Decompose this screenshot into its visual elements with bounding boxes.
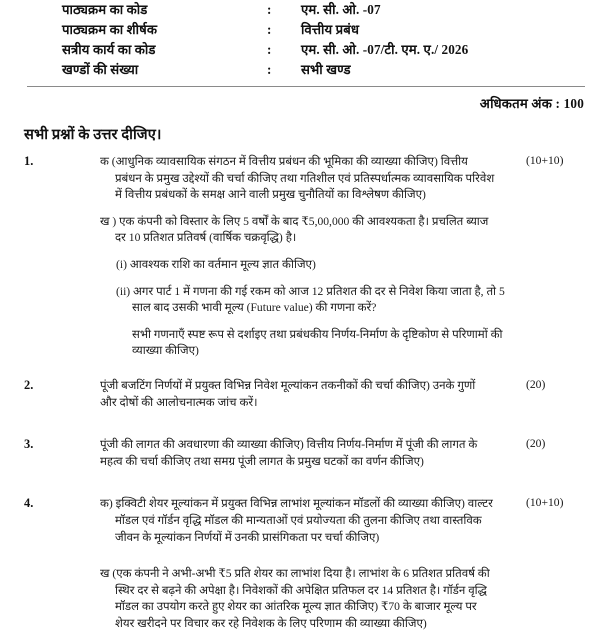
question-block [0, 437, 600, 470]
course-meta-table [0, 0, 600, 80]
course-meta-body [0, 0, 600, 80]
max-marks-label: अधिकतम अंक : 100 [479, 96, 584, 111]
question-part-a: क (आधुनिक व्यावसायिक संगठन में वित्तीय प्रबंधन की भूमिका की व्याख्या कीजिए) वित्तीय प्रबंधन के प्रमुख उद्देश्यों की चर्चा कीजिए तथा गतिशील एवं प्रतिस्पर्धात्मक व्यावसायिक परिवेश में वित्तीय प्रबंधकों के समक्ष आने वाली प्रमुख चुनौतियों का विश्लेषण कीजिए) [100, 155, 495, 202]
answer-all-instruction: सभी प्रश्नों के उत्तर दीजिए। [24, 127, 162, 143]
meta-colon-course-title: : [267, 22, 272, 37]
meta-row-block-count [0, 60, 600, 80]
question-number: 3. [24, 437, 34, 452]
question-body [100, 496, 586, 632]
meta-value-assignment-code: एम. सी. ओ. -07/टी. एम. ए./ 2026 [301, 42, 469, 57]
meta-label-course-code: पाठ्यक्रम का कोड [62, 2, 148, 17]
meta-value-course-title: वित्तीय प्रबंध [301, 22, 360, 37]
question-block [0, 154, 600, 360]
question-body [100, 437, 586, 470]
meta-row-course-code [0, 0, 600, 20]
meta-label-block-count: खण्डों की संख्या [62, 62, 139, 77]
question-body [100, 378, 586, 411]
meta-colon-course-code: : [267, 2, 272, 17]
question-part-b: ख ) एक कंपनी को विस्तार के लिए 5 वर्षों के बाद ₹5,00,000 की आवश्यकता है। प्रचलित ब्याज दर 10 प्रतिशत प्रतिवर्ष (वार्षिक चक्रवृद्धि) है। [100, 214, 489, 245]
question-number: 2. [24, 377, 34, 392]
meta-colon-assignment-code: : [267, 42, 272, 57]
question-part-closing-note: सभी गणनाएँ स्पष्ट रूप से दर्शाइए तथा प्रबंधकीय निर्णय-निर्माण के दृष्टिकोण से परिणामों की व्याख्या कीजिए) [132, 327, 503, 358]
question-part-b: ख (एक कंपनी ने अभी-अभी ₹5 प्रति शेयर का लाभांश दिया है। लाभांश के 6 प्रतिशत प्रतिवर्ष की स्थिर दर से बढ़ने की अपेक्षा है। निवेशकों की अपेक्षित प्रतिफल दर 14 प्रतिशत है। गॉर्डन वृद्धि मॉडल का उपयोग करते हुए शेयर का आंतरिक मूल्य ज्ञात कीजिए) ₹70 के बाजार मूल्य पर शेयर खरीदने पर विचार कर रहे निवेशक के लिए परिणाम की व्याख्या कीजिए) [100, 567, 490, 630]
meta-row-course-title [0, 20, 600, 40]
meta-label-course-title: पाठ्यक्रम का शीर्षक [62, 22, 158, 37]
question-subitem-ii: (ii) अगर पार्ट 1 में गणना की गई रकम को आज 12 प्रतिशत की दर से निवेश किया जाता है, तो 5 साल बाद उसकी भावी मूल्य (Future value) की गणना करें? [116, 284, 505, 315]
question-block [0, 378, 600, 411]
question-text: पूंजी की लागत की अवधारणा की व्याख्या कीजिए) वित्तीय निर्णय-निर्माण में पूंजी की लागत के महत्व की चर्चा कीजिए तथा समग्र पूंजी लागत के प्रमुख घटकों का वर्णन कीजिए) [100, 438, 478, 468]
question-block [0, 496, 600, 632]
question-number: 1. [24, 154, 34, 168]
question-text: पूंजी बजटिंग निर्णयों में प्रयुक्त विभिन्न निवेश मूल्यांकन तकनीकों की चर्चा कीजिए) उनके गुणों और दोषों की आलोचनात्मक जांच करें। [100, 378, 476, 409]
meta-row-assignment-code [0, 40, 600, 60]
question-number: 4. [24, 496, 34, 511]
meta-colon-block-count: : [267, 62, 272, 77]
question-marks: (10+10) [526, 496, 564, 510]
header-divider [27, 86, 585, 87]
question-body [100, 154, 586, 360]
meta-value-course-code: एम. सी. ओ. -07 [301, 2, 381, 17]
question-subitem-i: (i) आवश्यक राशि का वर्तमान मूल्य ज्ञात कीजिए) [116, 257, 316, 271]
question-part-a: क) इक्विटी शेयर मूल्यांकन में प्रयुक्त विभिन्न लाभांश मूल्यांकन मॉडलों की व्याख्या कीजिए) वाल्टर मॉडल एवं गॉर्डन वृद्धि मॉडल की मान्यताओं एवं प्रयोज्यता की तुलना कीजिए तथा वास्तविक जीवन के मूल्यांकन निर्णयों में उनकी प्रासंगिकता पर चर्चा कीजिए) [100, 497, 493, 544]
question-marks: (10+10) [526, 154, 564, 167]
meta-value-block-count: सभी खण्ड [301, 62, 351, 77]
question-marks: (20) [526, 437, 546, 451]
question-marks: (20) [526, 377, 546, 391]
meta-label-assignment-code: सत्रीय कार्य का कोड [62, 42, 156, 57]
